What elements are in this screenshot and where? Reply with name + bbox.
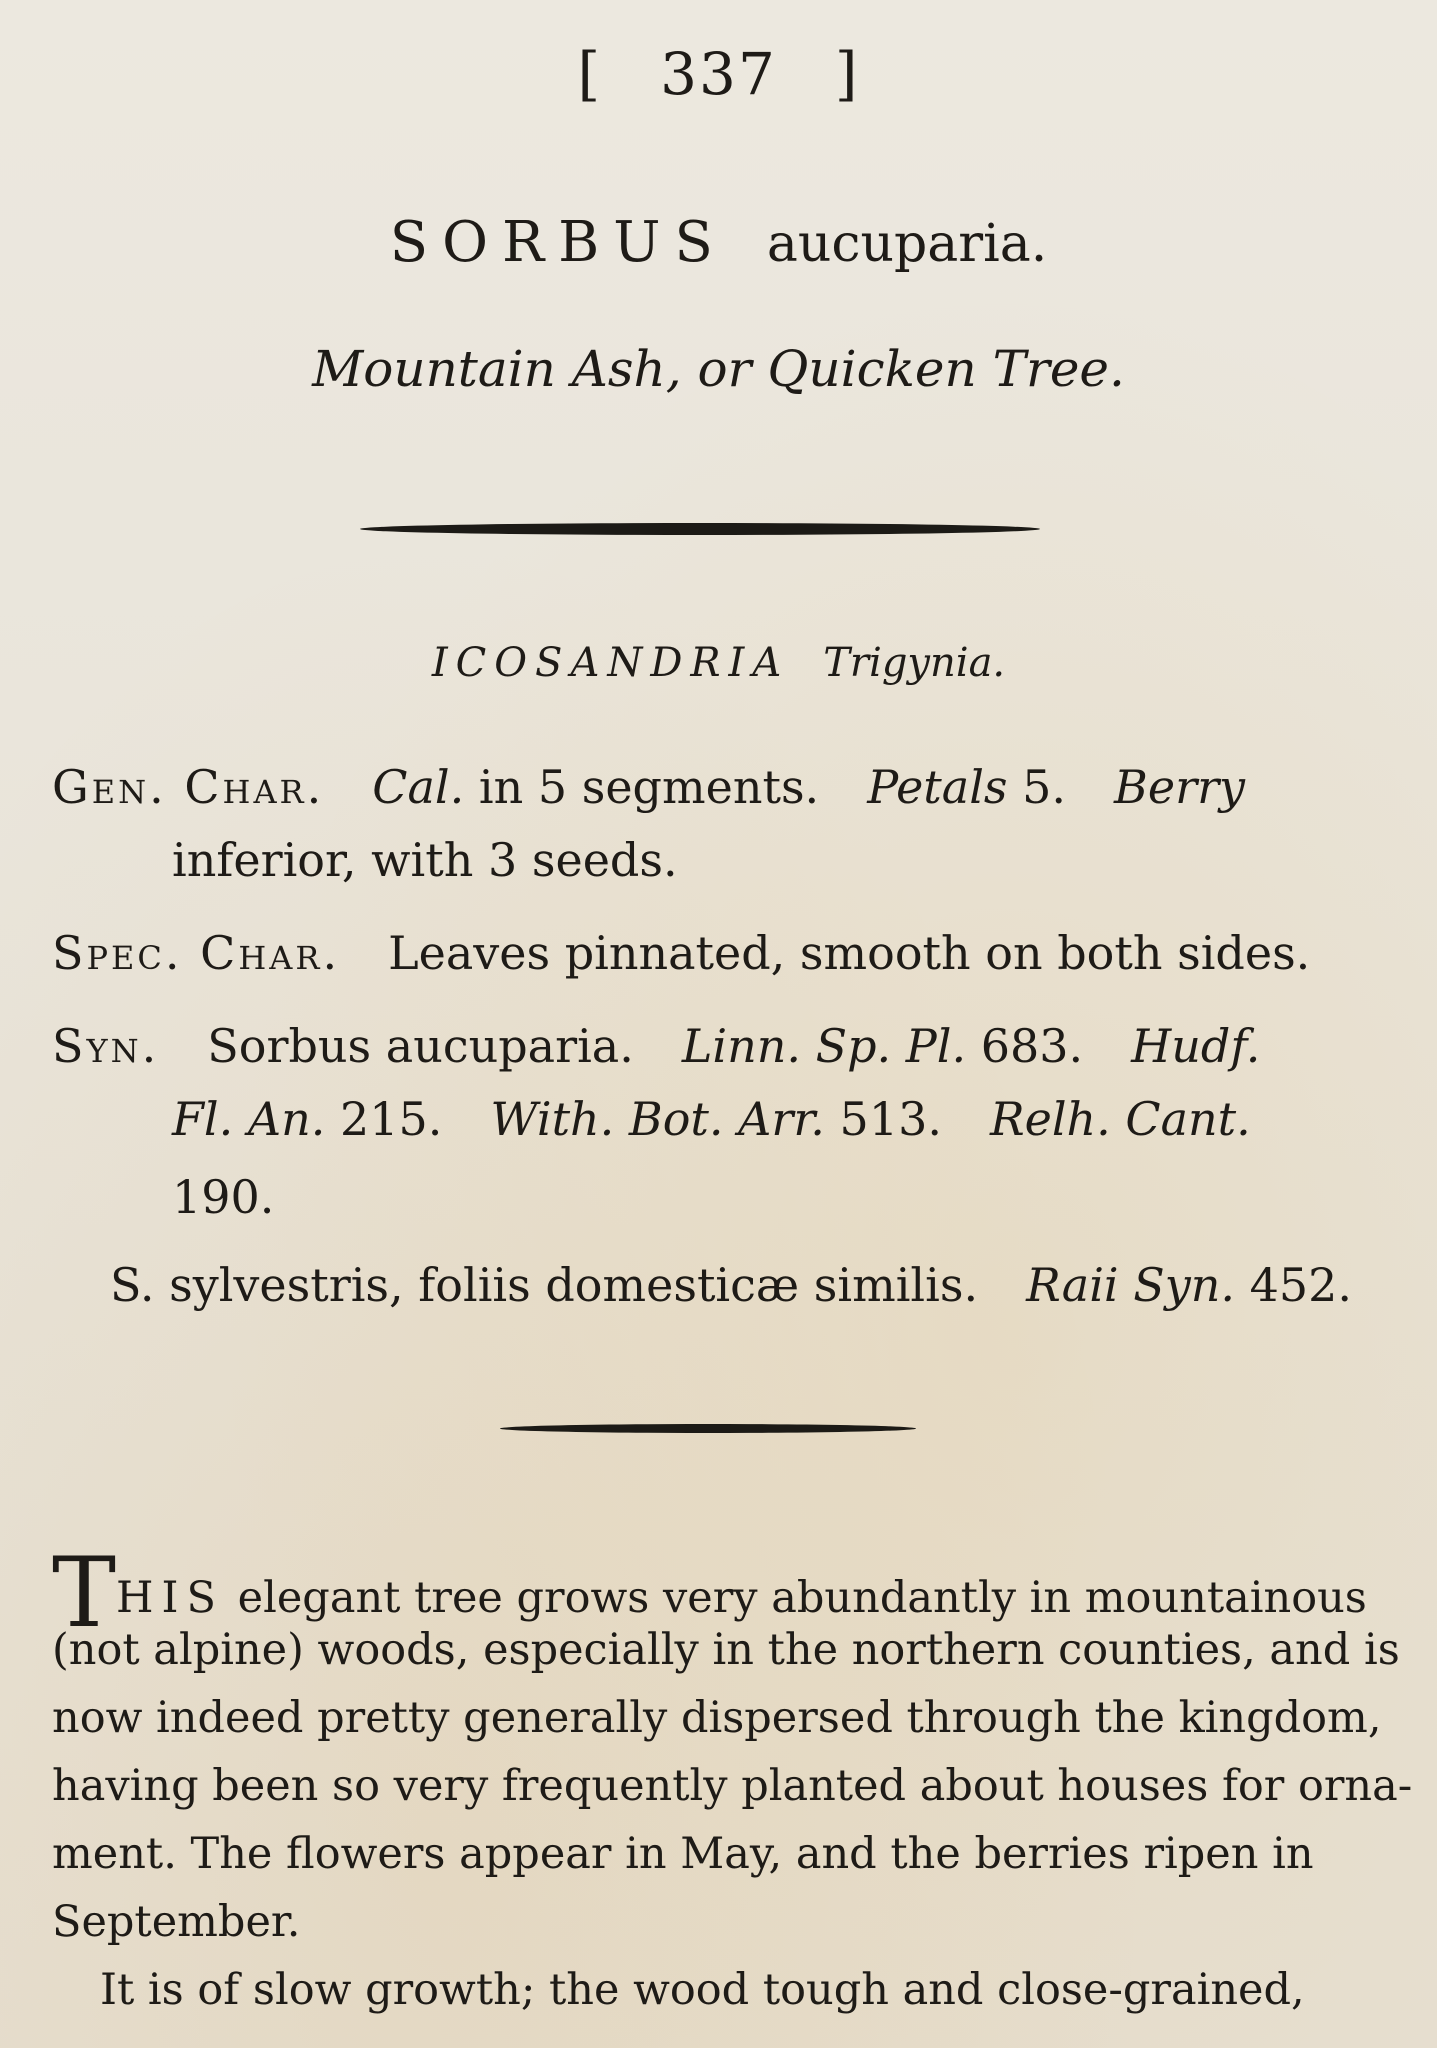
species-name: aucuparia. (766, 214, 1048, 274)
opening-caps: HIS (116, 1573, 224, 1623)
genus-name: SORBUS (389, 210, 727, 275)
text-run: Raii Syn. (1026, 1258, 1235, 1312)
syn-line-2 (172, 1092, 1251, 1146)
top-divider-rule (360, 523, 1040, 535)
text-run: 683. (966, 1019, 1084, 1073)
text-run: S. sylvestris, foliis domesticæ similis. (110, 1258, 979, 1312)
syn-line-4 (110, 1258, 1352, 1312)
spec-char-text: Leaves pinnated, smooth on both sides. (388, 926, 1311, 980)
text-run: in 5 segments. (464, 760, 820, 814)
body-line-4: having been so very frequently planted about houses for orna- (52, 1761, 1413, 1811)
text-run: 513. (824, 1092, 942, 1146)
folio-number: 337 (660, 40, 777, 108)
linnaean-classification (0, 640, 1437, 686)
common-name: Mountain Ash, or Quicken Tree. (312, 340, 1125, 398)
bracket-close: ] (834, 40, 860, 108)
gen-char-line-2: inferior, with 3 seeds. (172, 833, 678, 887)
body-line-6: September. (52, 1897, 301, 1947)
bottom-divider-rule (500, 1424, 916, 1433)
text-run: Relh. Cant. (989, 1092, 1251, 1146)
text-run: Sorbus aucuparia. (207, 1019, 634, 1073)
gen-char-runs (372, 760, 1245, 814)
syn-label: Syn. (52, 1019, 160, 1073)
spec-char-label: Spec. Char. (52, 926, 341, 980)
syn-runs-1 (207, 1019, 1260, 1073)
text-run: Berry (1114, 760, 1246, 814)
text-run: Hudf. (1131, 1019, 1261, 1073)
syn-line-3: 190. (172, 1170, 275, 1224)
class-name: ICOSANDRIA (431, 640, 790, 686)
text-run: Fl. An. (172, 1092, 326, 1146)
text-run: 5. (1007, 760, 1067, 814)
body-line-2: (not alpine) woods, especially in the northern counties, and is (52, 1625, 1400, 1675)
text-run: Linn. Sp. Pl. (681, 1019, 967, 1073)
gen-char-line-1 (52, 760, 1245, 814)
text-run: Cal. (372, 760, 465, 814)
body-line-7: It is of slow growth; the wood tough and close-grained, (100, 1965, 1305, 2015)
order-name: Trigynia. (823, 640, 1006, 686)
text-run: Petals (867, 760, 1008, 814)
text-run: 215. (325, 1092, 443, 1146)
body-line-5: ment. The flowers appear in May, and the berries ripen in (52, 1829, 1314, 1879)
text-run: 452. (1235, 1258, 1353, 1312)
text-run: With. Bot. Arr. (490, 1092, 825, 1146)
body-line-1-rest: elegant tree grows very abundantly in mountainous (223, 1573, 1367, 1623)
drop-cap: T (52, 1537, 117, 1649)
gen-char-label: Gen. Char. (52, 760, 325, 814)
body-line-3: now indeed pretty generally dispersed through the kingdom, (52, 1693, 1382, 1743)
syn-line-1 (52, 1019, 1260, 1073)
bracket-open: [ (577, 40, 603, 108)
spec-char-line (52, 926, 1310, 980)
page-title (0, 210, 1437, 275)
page-number (0, 40, 1437, 108)
